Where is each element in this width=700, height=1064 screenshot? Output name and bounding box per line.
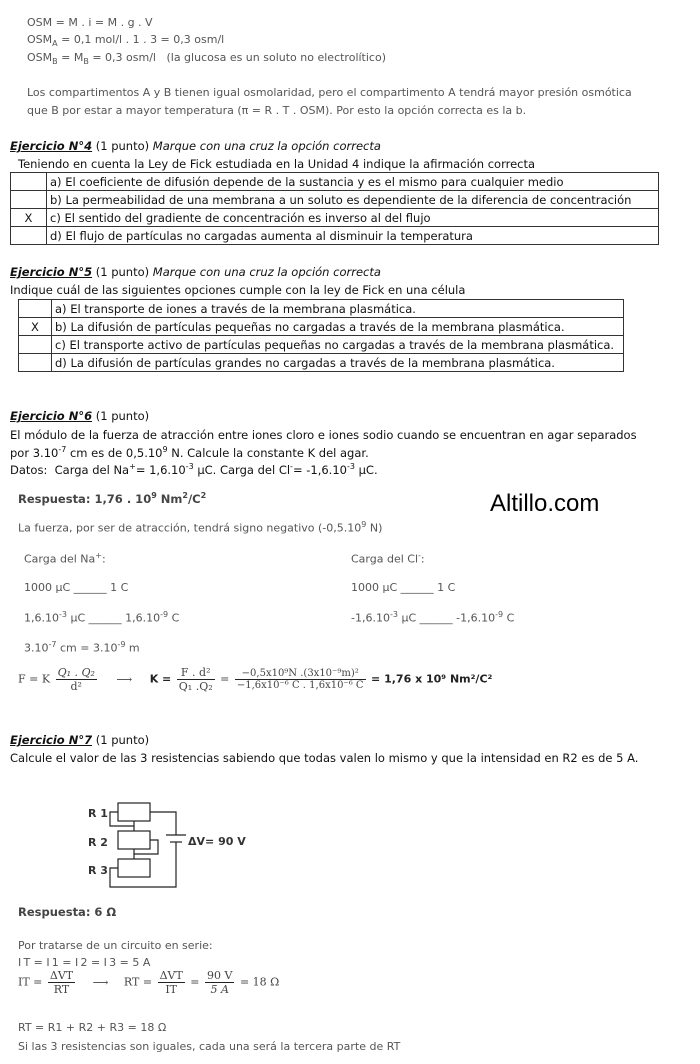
- na-conversion-2: $1,6.10^{-3}$ μC ______ $1,6.10^{-9}$ C: [24, 610, 180, 625]
- ex7-heading: Ejercicio N°7 (1 punto): [10, 733, 150, 747]
- ex5-options-table: [18, 299, 624, 372]
- ex5-question: Indique cuál de las siguientes opciones cumple con la ley de Fick en una célula: [10, 283, 466, 297]
- ohm-equation: IT = $\frac{\text{ΔVT}}{RT}$ ⟶ RT = $\frac{\text{ΔVT}}{IT}$ = $\frac{90 V}{5 A}$ = 18 Ω: [18, 969, 280, 996]
- ex5-mark-b[interactable]: X: [19, 318, 52, 336]
- ex4-heading: Ejercicio N°4 (1 punto) Marque con una cruz la opción correcta: [10, 139, 381, 153]
- ex5-option-d: [19, 354, 624, 372]
- ex4-question: Teniendo en cuenta la Ley de Fick estudiada en la Unidad 4 indique la afirmación correcta: [18, 157, 536, 171]
- ex4-mark-b[interactable]: [11, 191, 47, 209]
- distance-conversion: $3.10^{-7}$ cm = $3.10^{-9}$ m: [24, 640, 140, 655]
- ex4-option-text: a) El coeficiente de difusión depende de la sustancia y es el mismo para cualquier medio: [47, 173, 659, 191]
- k-fraction: $\frac{\text{F . d²}}{\text{Q₁ .Q₂}}$: [178, 666, 213, 693]
- ex4-option-text: b) La permeabilidad de una membrana a un soluto es dependiente de la diferencia de concentración: [47, 191, 659, 209]
- value-fraction: $\frac{90 V}{5 A}$: [207, 969, 233, 996]
- ex7-conclusion: Si las 3 resistencias son iguales, cada una será la tercera parte de RT: [18, 1040, 401, 1053]
- resistor-r1: [118, 803, 150, 821]
- voltage-label: ΔV= 90 V: [188, 835, 246, 848]
- resistor-r1-label: R 1: [88, 807, 108, 820]
- ex5-mark-a[interactable]: [19, 300, 52, 318]
- cl-charge-label: Carga del Cl-:: [351, 551, 425, 566]
- ex4-options-table: [10, 172, 659, 245]
- watermark-text: Altillo.com: [490, 490, 600, 517]
- ex4-mark-a[interactable]: [11, 173, 47, 191]
- ex7-question: Calcule el valor de las 3 resistencias sabiendo que todas valen lo mismo y que la intensidad en R2 es de 5 A.: [10, 751, 639, 765]
- cl-conversion-2: $-1,6.10^{-3}$ μC ______ $-1,6.10^{-9}$ C: [351, 610, 515, 625]
- it-fraction: $\frac{\text{ΔVT}}{RT}$: [49, 969, 74, 996]
- ex4-mark-d[interactable]: [11, 227, 47, 245]
- ex4-option-d: [11, 227, 659, 245]
- ex7-current-equality: I T = I 1 = I 2 = I 3 = 5 A: [18, 956, 151, 969]
- resistor-r3-label: R 3: [88, 864, 108, 877]
- intro-paragraph-line2: que B por estar a mayor temperatura (π = R . T . OSM). Por esto la opción correcta es la b.: [27, 104, 527, 117]
- ex6-force-sign: La fuerza, por ser de atracción, tendrá signo negativo (-0,5.10$^9$ N): [18, 520, 383, 535]
- ex4-option-b: [11, 191, 659, 209]
- ex5-option-text: b) La difusión de partículas pequeñas no cargadas a través de la membrana plasmática.: [52, 318, 624, 336]
- na-conversion-1: 1000 μC ______ 1 C: [24, 581, 129, 594]
- ex6-question-line2: por $3.10^{-7}$ cm es de 0,5.10$^9$ N. Calcule la constante K del agar.: [10, 445, 369, 460]
- rt-fraction: $\frac{\text{ΔVT}}{IT}$: [159, 969, 183, 996]
- ex7-series-note: Por tratarse de un circuito en serie:: [18, 939, 213, 952]
- ex5-option-b: [19, 318, 624, 336]
- k-result: = 1,76 x 10⁹ Nm²/C²: [371, 672, 493, 686]
- na-charge-label: Carga del Na+:: [24, 551, 106, 566]
- coulomb-fraction: $\frac{\text{Q₁ . Q₂}}{\text{d²}}$: [57, 666, 95, 693]
- ex5-mark-d[interactable]: [19, 354, 52, 372]
- ex7-answer: Respuesta: 6 Ω: [18, 905, 117, 919]
- series-circuit-diagram: [80, 795, 280, 895]
- ex4-mark-c[interactable]: X: [11, 209, 47, 227]
- ex5-option-text: a) El transporte de iones a través de la membrana plasmática.: [52, 300, 624, 318]
- resistor-r3: [118, 859, 150, 877]
- ex5-heading: Ejercicio N°5 (1 punto) Marque con una cruz la opción correcta: [10, 265, 381, 279]
- osm-a-line: $OSM_A = 0,1$ mol/l . 1 . 3 = 0,3 osm/l: [27, 33, 225, 49]
- intro-paragraph-line1: Los compartimentos A y B tienen igual osmolaridad, pero el compartimento A tendrá mayor presión osmótica: [27, 86, 632, 99]
- ex6-answer: Respuesta: 1,76 . $10^9$ $Nm^2/C^2$: [18, 491, 207, 506]
- ex7-resistance-sum: RT = R1 + R2 + R3 = 18 Ω: [18, 1021, 167, 1034]
- osm-b-line: $OSM_B = M_B = 0,3$ osm/l (la glucosa es un soluto no electrolítico): [27, 51, 386, 67]
- ex4-option-c: [11, 209, 659, 227]
- ex6-heading: Ejercicio N°6 (1 punto): [10, 409, 150, 423]
- arrow-icon: ⟶: [116, 672, 133, 686]
- arrow-icon: ⟶: [92, 975, 109, 989]
- ex6-data-line: Datos: Carga del $Na^+= 1,6.10^{-3}$ μC. Carga del $Cl^-= -1,6.10^{-3}$ μC.: [10, 462, 378, 477]
- ex5-option-c: [19, 336, 624, 354]
- ex5-option-text: d) La difusión de partículas grandes no cargadas a través de la membrana plasmática.: [52, 354, 624, 372]
- cl-conversion-1: 1000 μC ______ 1 C: [351, 581, 456, 594]
- ex4-option-text: c) El sentido del gradiente de concentración es inverso al del flujo: [47, 209, 659, 227]
- k-numeric-fraction: $\frac{\text{−0,5x10⁹N .(3x10⁻⁹m)²}}{\text{−1,6x10⁻⁶ C . 1,6x10⁻⁶ C}}$: [236, 668, 364, 691]
- ex6-question-line1: El módulo de la fuerza de atracción entre iones cloro e iones sodio cuando se encuentran en agar separados: [10, 428, 637, 442]
- ex5-mark-c[interactable]: [19, 336, 52, 354]
- resistor-r2-label: R 2: [88, 836, 108, 849]
- ex5-option-a: [19, 300, 624, 318]
- ex5-option-text: c) El transporte activo de partículas pequeñas no cargadas a través de la membrana plasmática.: [52, 336, 624, 354]
- resistor-r2: [118, 831, 150, 849]
- ex4-option-a: [11, 173, 659, 191]
- ohm-result: = 18 Ω: [239, 975, 280, 989]
- osm-formula: OSM = M . i = M . g . V: [27, 16, 153, 29]
- ex4-option-text: d) El flujo de partículas no cargadas aumenta al disminuir la temperatura: [47, 227, 659, 245]
- coulomb-equation: F = K $\frac{\text{Q₁ . Q₂}}{\text{d²}}$ ⟶ K = $\frac{\text{F . d²}}{\text{Q₁ .Q₂}}$ = $\frac{\text{−0,5x10⁹N .(3x10⁻⁹m)²}}{\text{−1,6x10⁻⁶ C . 1,6x10⁻⁶ C}}$ = 1,76 x 10⁹ Nm²/C²: [18, 666, 493, 693]
